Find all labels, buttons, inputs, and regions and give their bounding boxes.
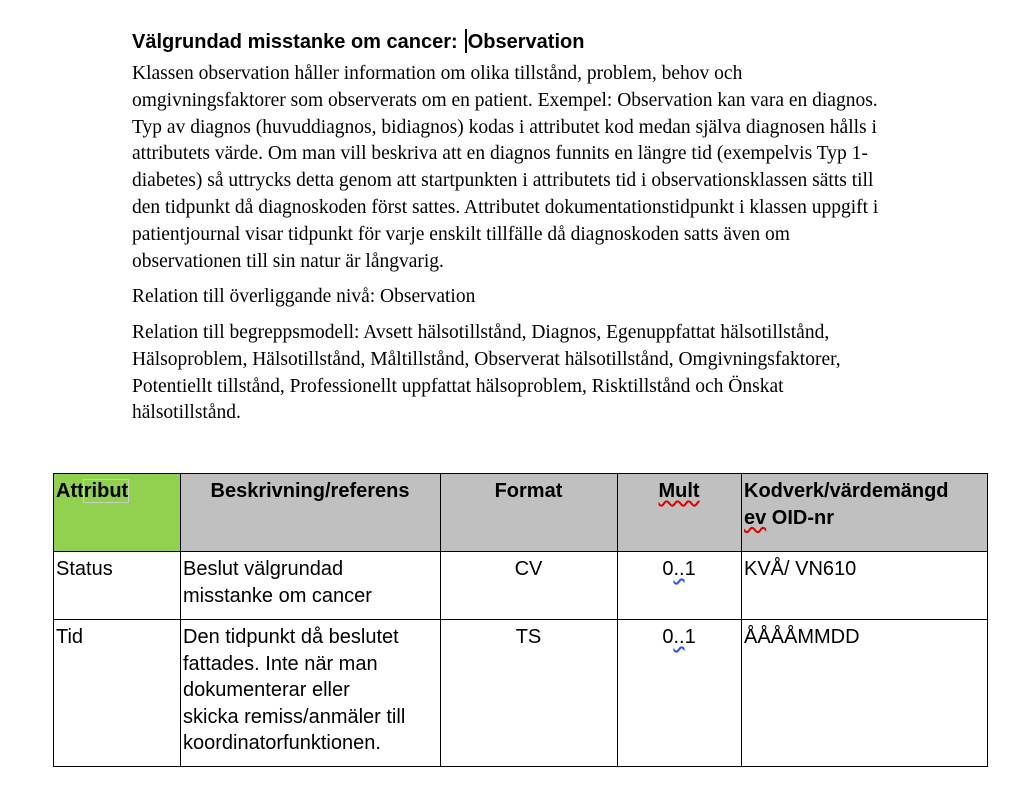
- grammar-underlined-text: ..: [673, 558, 685, 580]
- paragraph-line: observationen till sin natur är långvarig.: [132, 250, 444, 272]
- paragraph-line: Relation till begreppsmodell: Avsett hälsotillstånd, Diagnos, Egenuppfattat hälsotillstånd,: [132, 322, 830, 343]
- table-row: [54, 552, 988, 620]
- relation-concept-model-paragraph: [132, 320, 841, 427]
- cell-beskrivning[interactable]: Beslut välgrundad misstanke om cancer: [181, 552, 441, 620]
- cell-attribut[interactable]: Tid: [54, 620, 181, 767]
- paragraph-line: diabetes) så uttrycks detta genom att startpunkten i attributets tid i observationsklassen sätts till: [132, 170, 874, 192]
- table-header-row: [54, 474, 988, 552]
- header-kodverk[interactable]: Kodverk/värdemängd ev OID-nr: [742, 474, 988, 552]
- paragraph-line: patientjournal visar tidpunkt för varje enskilt tillfälle då diagnoskoden satts även om: [132, 223, 790, 245]
- paragraph-line: omgivningsfaktorer som observerats om en patient. Exempel: Observation kan vara en diagnos.: [132, 89, 878, 111]
- attribute-table: [53, 473, 988, 767]
- paragraph-line: Hälsoproblem, Hälsotillstånd, Måltillstånd, Observerat hälsotillstånd, Omgivningsfaktorer,: [132, 348, 841, 370]
- header-mult[interactable]: [618, 474, 742, 552]
- paragraph-line: Klassen observation håller information om olika tillstånd, problem, behov och: [132, 63, 743, 84]
- cell-kodverk[interactable]: KVÅ/ VN610: [742, 552, 988, 620]
- spellcheck-underlined-text: ev: [744, 506, 767, 529]
- cell-mult[interactable]: 0..1: [618, 620, 742, 767]
- paragraph-line: attributets värde. Om man vill beskriva att en diagnos funnits en längre tid (exempelvis Typ 1-: [132, 143, 868, 165]
- header-beskrivning[interactable]: Beskrivning/referens: [181, 474, 441, 552]
- paragraph-line: hälsotillstånd.: [132, 402, 241, 424]
- text-caret: [465, 29, 467, 53]
- grammar-underlined-text: ..: [673, 626, 685, 648]
- selected-text: ribut: [83, 480, 129, 502]
- paragraph-line: Typ av diagnos (huvuddiagnos, bidiagnos) kodas i attributet kod medan själva diagnosen hålls i: [132, 116, 877, 138]
- cell-mult[interactable]: 0..1: [618, 552, 742, 620]
- table-row: [54, 620, 988, 767]
- cell-attribut[interactable]: Status: [54, 552, 181, 620]
- header-attribut[interactable]: Attribut: [54, 474, 181, 552]
- cell-kodverk[interactable]: ÅÅÅÅMMDD: [742, 620, 988, 767]
- cell-beskrivning[interactable]: Den tidpunkt då beslutet fattades. Inte när man dokumenterar eller skicka remiss/anmäler till koordinatorfunktionen.: [181, 620, 441, 767]
- cell-format[interactable]: TS: [441, 620, 618, 767]
- heading-text-after-caret: Observation: [467, 31, 585, 53]
- paragraph-line: Relation till överliggande nivå: Observation: [132, 286, 476, 307]
- heading-text-before-caret: Välgrundad misstanke om cancer:: [132, 31, 464, 53]
- intro-paragraph: [132, 61, 878, 275]
- section-heading: [132, 29, 584, 54]
- paragraph-line: Potentiellt tillstånd, Professionellt uppfattat hälsoproblem, Risktillstånd och Önskat: [132, 375, 784, 397]
- header-format[interactable]: Format: [441, 474, 618, 552]
- cell-format[interactable]: CV: [441, 552, 618, 620]
- spellcheck-underlined-text: Mult: [658, 480, 700, 502]
- relation-upper-level-paragraph: [132, 284, 475, 311]
- paragraph-line: den tidpunkt då diagnoskoden först sattes. Attributet dokumentationstidpunkt i klassen uppgift i: [132, 196, 879, 218]
